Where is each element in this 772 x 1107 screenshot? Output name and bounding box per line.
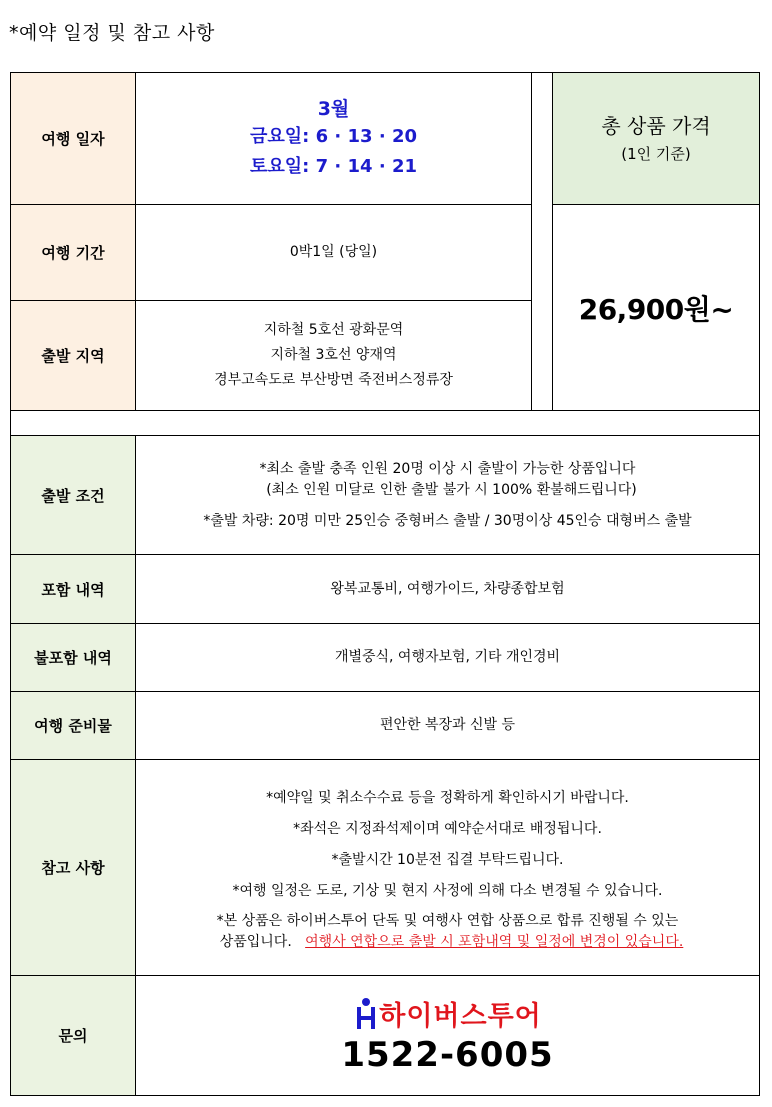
contact-cell [136,976,760,1096]
price-header-cell [553,73,760,205]
logo-figure-icon [353,997,379,1031]
duration-value: 0박1일 (당일) [136,205,532,301]
departure-line: 지하철 3호선 양재역 [270,347,397,363]
spacer-column [532,73,553,411]
note-item: *본 상품은 하이버스투어 단독 및 여행사 연합 상품으로 합류 진행될 수 있는 [216,912,679,929]
label-contact: 문의 [11,976,136,1096]
note-item: *여행 일정은 도로, 기상 및 현지 사정에 의해 다소 변경될 수 있습니다. [232,882,663,899]
schedule-table [10,72,760,1096]
price-cell [553,205,760,411]
label-notes: 참고 사항 [11,760,136,976]
logo-text: 하이버스투어 [379,1001,542,1032]
note-warning: 여행사 연합으로 출발 시 포함내역 및 일정에 변경이 있습니다. [305,933,684,950]
page-heading: *예약 일정 및 참고 사항 [9,22,215,44]
travel-month: 3월 [317,97,350,120]
price-title: 총 상품 가격 [601,113,711,138]
excluded-value: 개별중식, 여행자보험, 기타 개인경비 [136,624,760,692]
note-item: *좌석은 지정좌석제이며 예약순서대로 배정됩니다. [293,820,602,837]
departure-cell [136,301,532,411]
preparation-value: 편안한 복장과 신발 등 [136,692,760,760]
condition-line: (최소 인원 미달로 인한 출발 불가 시 100% 환불해드립니다) [266,481,637,498]
label-travel-date: 여행 일자 [11,73,136,205]
price-subtitle: (1인 기준) [621,144,691,163]
departure-line: 경부고속도로 부산방면 죽전버스정류장 [214,372,453,388]
departure-line: 지하철 5호선 광화문역 [263,322,404,338]
condition-line: *출발 차량: 20명 미만 25인승 중형버스 출발 / 30명이상 45인승 대형버스 출발 [203,512,692,529]
label-departure: 출발 지역 [11,301,136,411]
note-item: *출발시간 10분전 집결 부탁드립니다. [331,851,564,868]
contact-phone: 1522-6005 [341,1035,554,1075]
included-value: 왕복교통비, 여행가이드, 차량종합보험 [136,555,760,624]
saturday-dates: 토요일: 7 · 14 · 21 [250,155,417,177]
label-preparation: 여행 준비물 [11,692,136,760]
note-last-text: 상품입니다. [219,933,292,950]
condition-line: *최소 출발 충족 인원 20명 이상 시 출발이 가능한 상품입니다 [259,460,636,477]
note-item: *예약일 및 취소수수료 등을 정확하게 확인하시기 바랍니다. [266,789,629,806]
company-logo [136,994,759,1033]
label-excluded: 불포함 내역 [11,624,136,692]
notes-cell [136,760,760,976]
label-duration: 여행 기간 [11,205,136,301]
label-conditions: 출발 조건 [11,436,136,555]
note-item-last [136,932,759,953]
price-amount: 26,900원~ [578,292,734,326]
label-included: 포함 내역 [11,555,136,624]
friday-dates: 금요일: 6 · 13 · 20 [250,125,417,147]
travel-date-cell [136,73,532,205]
conditions-cell [136,436,760,555]
separator-row [11,411,760,436]
